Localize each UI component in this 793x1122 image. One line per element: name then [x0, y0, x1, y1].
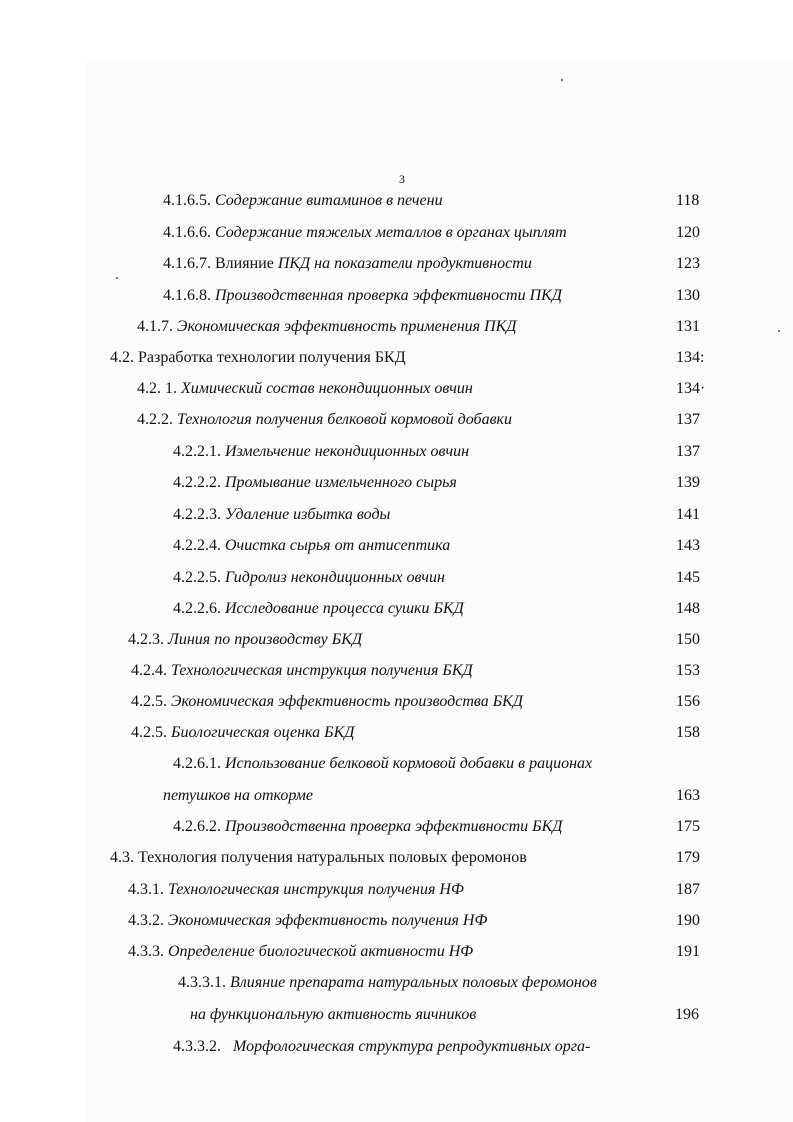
toc-entry-title: Удаление избытка воды [225, 506, 391, 523]
toc-entry-page: 187 [676, 881, 700, 898]
toc-entry [173, 440, 469, 464]
toc-entry [163, 284, 562, 308]
scan-speck [116, 277, 118, 279]
toc-entry-number: 4.2.6.1. [173, 755, 225, 772]
toc-entry [128, 909, 487, 933]
toc-entry-title: Производственна проверка эффективности БКД [225, 818, 563, 835]
toc-entry-number: 4.2.3. [128, 631, 168, 648]
toc-entry [163, 221, 567, 245]
toc-entry [173, 752, 592, 776]
toc-entry-title: Исследование процесса сушки БКД [225, 600, 464, 617]
toc-entry-number: 4.3. [110, 849, 138, 866]
toc-entry [163, 189, 443, 213]
toc-entry-page: 150 [676, 631, 700, 648]
toc-entry-number: 4.2.2.3. [173, 506, 225, 523]
toc-entry-page: 137 [676, 443, 700, 460]
toc-entry [163, 252, 532, 276]
toc-entry-title: Экономическая эффективность производства БКД [171, 693, 523, 710]
toc-entry-title: Содержание витаминов в печени [215, 192, 443, 209]
toc-entry-title: Технология получения белковой кормовой добавки [177, 411, 512, 428]
toc-entry [137, 377, 473, 401]
toc-entry-number: 4.2.5. [131, 724, 171, 741]
toc-entry-title: Технологическая инструкция получения БКД [171, 662, 473, 679]
toc-entry-title: Экономическая эффективность применения ПКД [177, 318, 517, 335]
toc-entry [110, 846, 527, 870]
toc-entry-title: на функциональную активность яичников [190, 1006, 477, 1023]
toc-entry [173, 597, 464, 621]
toc-entry-page: 196 [675, 1006, 699, 1023]
toc-entry [190, 1003, 476, 1027]
toc-entry-number: 4.3.1. [128, 881, 168, 898]
toc-entry [131, 659, 473, 683]
scan-speck [561, 79, 563, 81]
toc-entry-number: 4.2.2.4. [173, 537, 225, 554]
toc-entry-number: 4.1.6.7. [163, 255, 215, 272]
toc-entry-number: 4.1.6.6. [163, 224, 215, 241]
toc-entry-title: Линия по производству БКД [168, 631, 363, 648]
toc-entry-number: 4.1.7. [137, 318, 177, 335]
toc-entry-page: 139 [676, 474, 700, 491]
toc-entry [131, 690, 523, 714]
toc-entry-page: 137 [676, 411, 700, 428]
toc-entry-page: 156 [676, 693, 700, 710]
toc-entry-number: 4.2.2.6. [173, 600, 225, 617]
toc-entry-title: Производственная проверка эффективности ПКД [215, 287, 562, 304]
toc-entry-number: 4.2.6.2. [173, 818, 225, 835]
toc-entry-number: 4.2.5. [131, 693, 171, 710]
toc-entry-page: 120 [676, 224, 700, 241]
toc-entry-page: 131 [676, 318, 700, 335]
toc-entry-number: 4.1.6.8. [163, 287, 215, 304]
toc-entry-number: 4.3.2. [128, 912, 168, 929]
toc-entry-number: 4.2.2. [137, 411, 177, 428]
toc-entry-title: Использование белковой кормовой добавки в рационах [225, 755, 593, 772]
toc-entry-title: Очистка сырья от антисептика [225, 537, 451, 554]
toc-entry [178, 971, 597, 995]
toc-entry-page [676, 752, 716, 776]
toc-entry-number: 4.3.3.2. [173, 1038, 233, 1055]
toc-entry [173, 566, 445, 590]
scan-speck [778, 330, 780, 332]
toc-entry [137, 408, 512, 432]
toc-entry-page: 134: [676, 349, 705, 366]
toc-entry-number: 4.2. 1. [137, 380, 181, 397]
toc-entry-title: Химический состав некондиционных овчин [181, 380, 473, 397]
toc-entry-page: 148 [676, 600, 700, 617]
toc-entry [173, 815, 562, 839]
toc-entry-title: Морфологическая структура репродуктивных орга- [233, 1038, 591, 1055]
toc-entry-title: ПКД на показатели продуктивности [277, 255, 532, 272]
toc-entry [163, 784, 313, 808]
toc-entry-number: 4.2. [110, 349, 138, 366]
toc-entry-number: 4.2.2.1. [173, 443, 225, 460]
toc-entry-title: Измельчение некондиционных овчин [225, 443, 470, 460]
toc-entry-page: 179 [676, 849, 700, 866]
toc-entry-title: петушков на откорме [163, 787, 313, 804]
toc-entry [131, 721, 354, 745]
toc-entry-number: 4.3.3. [128, 943, 168, 960]
toc-entry-title: Гидролиз некондиционных овчин [225, 569, 445, 586]
toc-entry-page: 190 [676, 912, 700, 929]
page-number: 3 [399, 172, 405, 186]
toc-entry [128, 628, 362, 652]
toc-entry-page: 191 [676, 943, 700, 960]
toc-entry [173, 471, 457, 495]
toc-entry-page: 134· [676, 380, 706, 397]
toc-entry [128, 878, 464, 902]
toc-entry [128, 940, 473, 964]
toc-entry [173, 534, 450, 558]
toc-entry-number: 4.1.6.5. [163, 192, 215, 209]
toc-entry-page [676, 1035, 716, 1059]
toc-entry-page: 143 [676, 537, 700, 554]
toc-entry-number: 4.2.2.2. [173, 474, 225, 491]
toc-entry-number: 4.3.3.1. [178, 974, 230, 991]
toc-entry-number: 4.2.4. [131, 662, 171, 679]
toc-entry [173, 1035, 662, 1059]
toc-entry-page: 158 [676, 724, 700, 741]
toc-entry-prefix: Влияние [215, 255, 278, 272]
toc-entry [137, 315, 516, 339]
toc-entry [173, 503, 390, 527]
toc-entry-page: 145 [676, 569, 700, 586]
toc-entry-page: 153 [676, 662, 700, 679]
toc-entry-title: Экономическая эффективность получения НФ [168, 912, 488, 929]
toc-entry-page [676, 971, 716, 995]
toc-entry-page: 175 [676, 818, 700, 835]
toc-entry-title: Определение биологической активности НФ [168, 943, 474, 960]
toc-entry-title: Технологическая инструкция получения НФ [168, 881, 464, 898]
toc-entry-title: Промывание измельченного сырья [225, 474, 457, 491]
toc-entry-page: 163 [676, 787, 700, 804]
toc-entry-title: Влияние препарата натуральных половых феромонов [230, 974, 597, 991]
toc-entry-page: 130 [676, 287, 700, 304]
toc-entry-page: 118 [676, 192, 700, 209]
toc-entry-prefix: Технология получения натуральных половых феромонов [138, 849, 527, 866]
toc-entry-page: 141 [676, 506, 700, 523]
toc-entry-title: Содержание тяжелых металлов в органах цыплят [215, 224, 567, 241]
toc-entry-prefix: Разработка технологии получения БКД [138, 349, 406, 366]
toc-entry-title: Биологическая оценка БКД [171, 724, 355, 741]
toc-entry [110, 346, 406, 370]
toc-entry-number: 4.2.2.5. [173, 569, 225, 586]
toc-entry-page: 123 [676, 255, 700, 272]
